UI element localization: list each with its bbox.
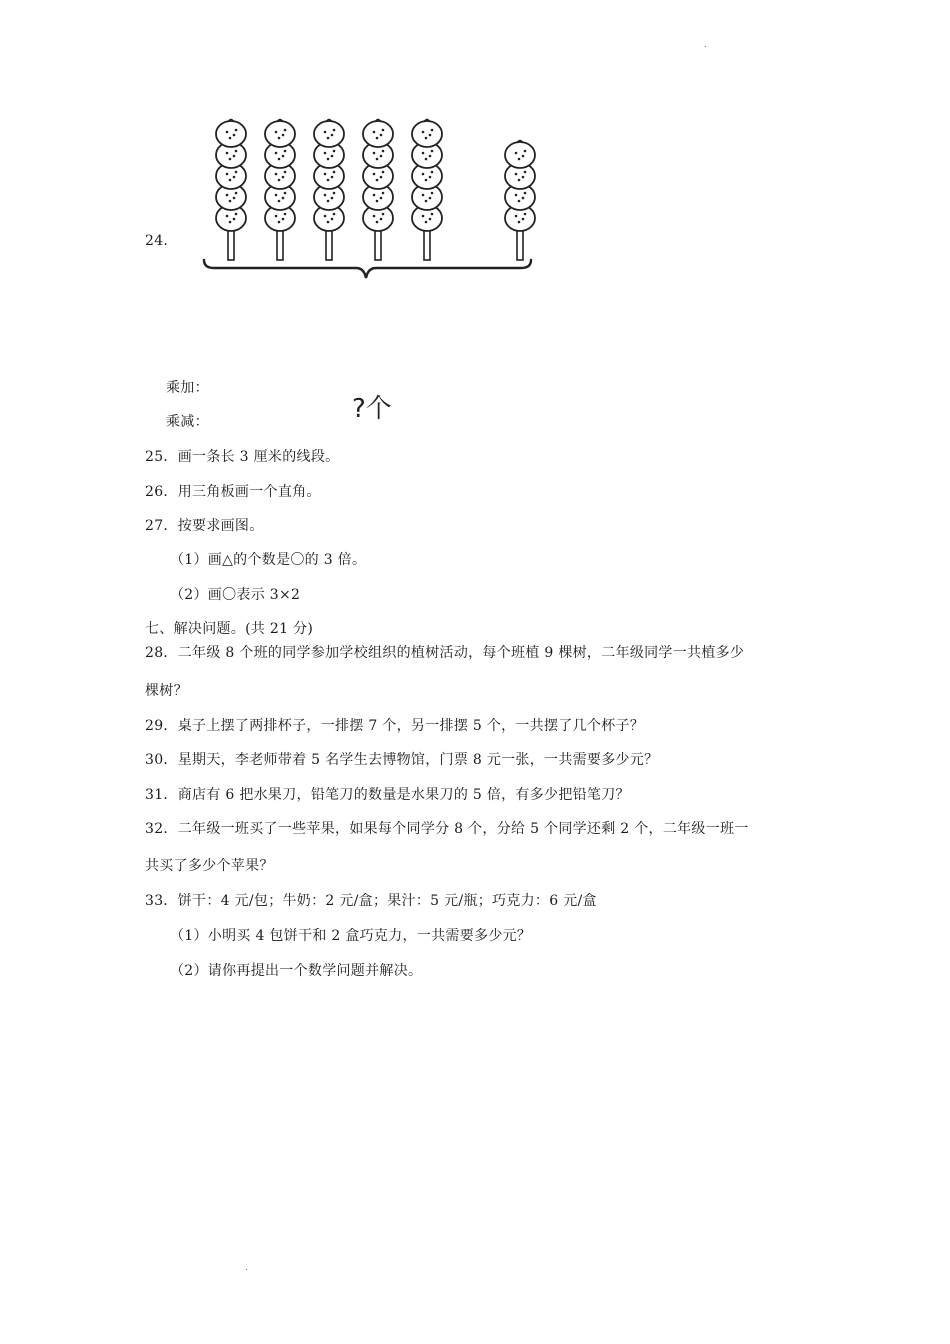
fruit-seed — [331, 155, 334, 158]
fruit-seed — [275, 152, 278, 155]
question-32-line-1: 32．二年级一班买了一些苹果，如果每个同学分 8 个，分给 5 个同学还剩 2 个，二年级一班一 — [145, 821, 749, 837]
fruit-seed — [324, 152, 327, 155]
fruit-seed — [373, 215, 376, 218]
fruit-seed — [425, 179, 428, 182]
fruit-seed — [425, 221, 428, 224]
fruit-seed — [429, 218, 432, 221]
fruit-ball — [505, 142, 535, 168]
fruit-seed — [331, 197, 334, 200]
fruit-seed — [284, 192, 287, 195]
fruit-seed — [327, 137, 330, 140]
q24-multiply-add: 乘加： — [166, 380, 209, 396]
fruit-seed — [284, 129, 287, 132]
skewer — [314, 120, 344, 261]
fruit-ball — [265, 121, 295, 147]
fruit-seed — [327, 221, 330, 224]
skewer — [265, 120, 295, 261]
fruit-seed — [518, 221, 521, 224]
fruit-seed — [226, 152, 229, 155]
fruit-seed — [431, 171, 434, 174]
fruit-seed — [515, 215, 518, 218]
skewer-stick — [424, 228, 430, 260]
fruit-seed — [282, 155, 285, 158]
skewer-stick — [277, 228, 283, 260]
fruit-seed — [380, 176, 383, 179]
fruit-seed — [229, 200, 232, 203]
fruit-seed — [382, 213, 385, 216]
fruit-seed — [275, 173, 278, 176]
question-25: 25．画一条长 3 厘米的线段。 — [145, 449, 340, 465]
fruit-seed — [429, 176, 432, 179]
fruit-seed — [373, 194, 376, 197]
fruit-seed — [278, 179, 281, 182]
section-7-heading: 七、解决问题。(共 21 分) — [145, 621, 314, 637]
fruit-seed — [226, 173, 229, 176]
skewer — [363, 120, 393, 261]
fruit-seed — [380, 134, 383, 137]
fruit-seed — [229, 137, 232, 140]
question-28-line-2: 棵树？ — [145, 683, 188, 699]
fruit-seed — [235, 129, 238, 132]
curly-brace — [204, 260, 531, 278]
fruit-seed — [376, 137, 379, 140]
fruit-seed — [522, 176, 525, 179]
fruit-seed — [429, 197, 432, 200]
fruit-seed — [278, 158, 281, 161]
fruit-ball — [363, 121, 393, 147]
fruit-seed — [431, 129, 434, 132]
fruit-seed — [425, 158, 428, 161]
skewer — [505, 141, 535, 261]
fruit-seed — [376, 179, 379, 182]
fruit-seed — [226, 194, 229, 197]
question-28-line-1: 28．二年级 8 个班的同学参加学校组织的植树活动，每个班植 9 棵树，二年级同学一共植多少 — [145, 645, 745, 661]
question-27: 27．按要求画图。 — [145, 518, 264, 534]
fruit-seed — [333, 192, 336, 195]
fruit-seed — [282, 176, 285, 179]
question-33: 33．饼干：4 元/包；牛奶：2 元/盒；果汁：5 元/瓶；巧克力：6 元/盒 — [145, 893, 597, 909]
page-mark-top: . — [704, 40, 707, 50]
fruit-seed — [376, 158, 379, 161]
fruit-seed — [331, 218, 334, 221]
question-30: 30．星期天，李老师带着 5 名学生去博物馆，门票 8 元一张，一共需要多少元？ — [145, 752, 659, 768]
fruit-seed — [382, 129, 385, 132]
fruit-seed — [333, 150, 336, 153]
fruit-seed — [275, 215, 278, 218]
fruit-seed — [515, 173, 518, 176]
skewer-stick — [326, 228, 332, 260]
fruit-seed — [515, 194, 518, 197]
question-29: 29．桌子上摆了两排杯子，一排摆 7 个，另一排摆 5 个，一共摆了几个杯子？ — [145, 718, 645, 734]
fruit-seed — [522, 197, 525, 200]
figure-question-label: ?个 — [352, 394, 392, 424]
fruit-seed — [429, 134, 432, 137]
fruit-seed — [429, 155, 432, 158]
fruit-seed — [373, 173, 376, 176]
fruit-seed — [522, 155, 525, 158]
fruit-seed — [233, 218, 236, 221]
question-31: 31．商店有 6 把水果刀，铅笔刀的数量是水果刀的 5 倍，有多少把铅笔刀？ — [145, 787, 630, 803]
question-27-part-1: （1）画△的个数是〇的 3 倍。 — [170, 552, 367, 568]
fruit-seed — [331, 176, 334, 179]
fruit-seed — [425, 137, 428, 140]
fruit-seed — [226, 131, 229, 134]
fruit-seed — [380, 218, 383, 221]
fruit-seed — [373, 152, 376, 155]
fruit-seed — [331, 134, 334, 137]
fruit-seed — [524, 171, 527, 174]
fruit-seed — [518, 179, 521, 182]
fruit-seed — [518, 158, 521, 161]
page-mark-bottom: . — [245, 1263, 248, 1273]
skewer — [412, 120, 442, 261]
fruit-seed — [275, 131, 278, 134]
fruit-seed — [333, 213, 336, 216]
fruit-seed — [333, 129, 336, 132]
fruit-seed — [422, 173, 425, 176]
fruit-seed — [284, 171, 287, 174]
question-32-line-2: 共买了多少个苹果？ — [145, 858, 274, 874]
fruit-seed — [235, 171, 238, 174]
fruit-seed — [233, 155, 236, 158]
fruit-seed — [235, 192, 238, 195]
fruit-seed — [235, 213, 238, 216]
fruit-seed — [524, 192, 527, 195]
fruit-seed — [233, 176, 236, 179]
fruit-seed — [275, 194, 278, 197]
fruit-seed — [422, 215, 425, 218]
question-33-part-2: （2）请你再提出一个数学问题并解决。 — [170, 963, 423, 979]
fruit-seed — [373, 131, 376, 134]
question-33-part-1: （1）小明买 4 包饼干和 2 盒巧克力，一共需要多少元？ — [170, 928, 532, 944]
fruit-seed — [324, 173, 327, 176]
fruit-seed — [327, 200, 330, 203]
fruit-seed — [422, 152, 425, 155]
fruit-seed — [282, 197, 285, 200]
fruit-seed — [380, 155, 383, 158]
fruit-seed — [422, 194, 425, 197]
fruit-seed — [324, 215, 327, 218]
fruit-seed — [422, 131, 425, 134]
fruit-seed — [327, 179, 330, 182]
fruit-seed — [278, 221, 281, 224]
question-26: 26．用三角板画一个直角。 — [145, 484, 321, 500]
fruit-seed — [376, 200, 379, 203]
fruit-seed — [524, 150, 527, 153]
fruit-ball — [216, 121, 246, 147]
fruit-seed — [324, 194, 327, 197]
fruit-seed — [327, 158, 330, 161]
fruit-seed — [282, 134, 285, 137]
fruit-seed — [278, 200, 281, 203]
fruit-seed — [382, 192, 385, 195]
fruit-seed — [324, 131, 327, 134]
question-27-part-2: （2）画〇表示 3×2 — [170, 587, 301, 603]
fruit-seed — [229, 158, 232, 161]
skewer-stick — [228, 228, 234, 260]
fruit-seed — [233, 197, 236, 200]
q24-multiply-subtract: 乘减： — [166, 414, 209, 430]
fruit-seed — [229, 221, 232, 224]
fruit-seed — [282, 218, 285, 221]
fruit-seed — [425, 200, 428, 203]
fruit-seed — [235, 150, 238, 153]
fruit-seed — [431, 213, 434, 216]
fruit-seed — [382, 171, 385, 174]
fruit-seed — [278, 137, 281, 140]
fruit-ball — [412, 121, 442, 147]
fruit-seed — [333, 171, 336, 174]
fruit-seed — [380, 197, 383, 200]
fruit-ball — [314, 121, 344, 147]
fruit-seed — [515, 152, 518, 155]
fruit-seed — [226, 215, 229, 218]
fruit-seed — [284, 150, 287, 153]
fruit-seed — [382, 150, 385, 153]
skewer-stick — [375, 228, 381, 260]
fruit-seed — [376, 221, 379, 224]
fruit-seed — [284, 213, 287, 216]
candied-fruit-skewers-figure — [196, 112, 566, 424]
skewer-stick — [517, 228, 523, 260]
fruit-seed — [518, 200, 521, 203]
fruit-seed — [229, 179, 232, 182]
skewers-illustration — [196, 112, 566, 292]
fruit-seed — [522, 218, 525, 221]
fruit-seed — [431, 150, 434, 153]
fruit-seed — [233, 134, 236, 137]
skewer — [216, 120, 246, 261]
fruit-seed — [431, 192, 434, 195]
question-24-number: 24. — [145, 233, 169, 249]
fruit-seed — [524, 213, 527, 216]
